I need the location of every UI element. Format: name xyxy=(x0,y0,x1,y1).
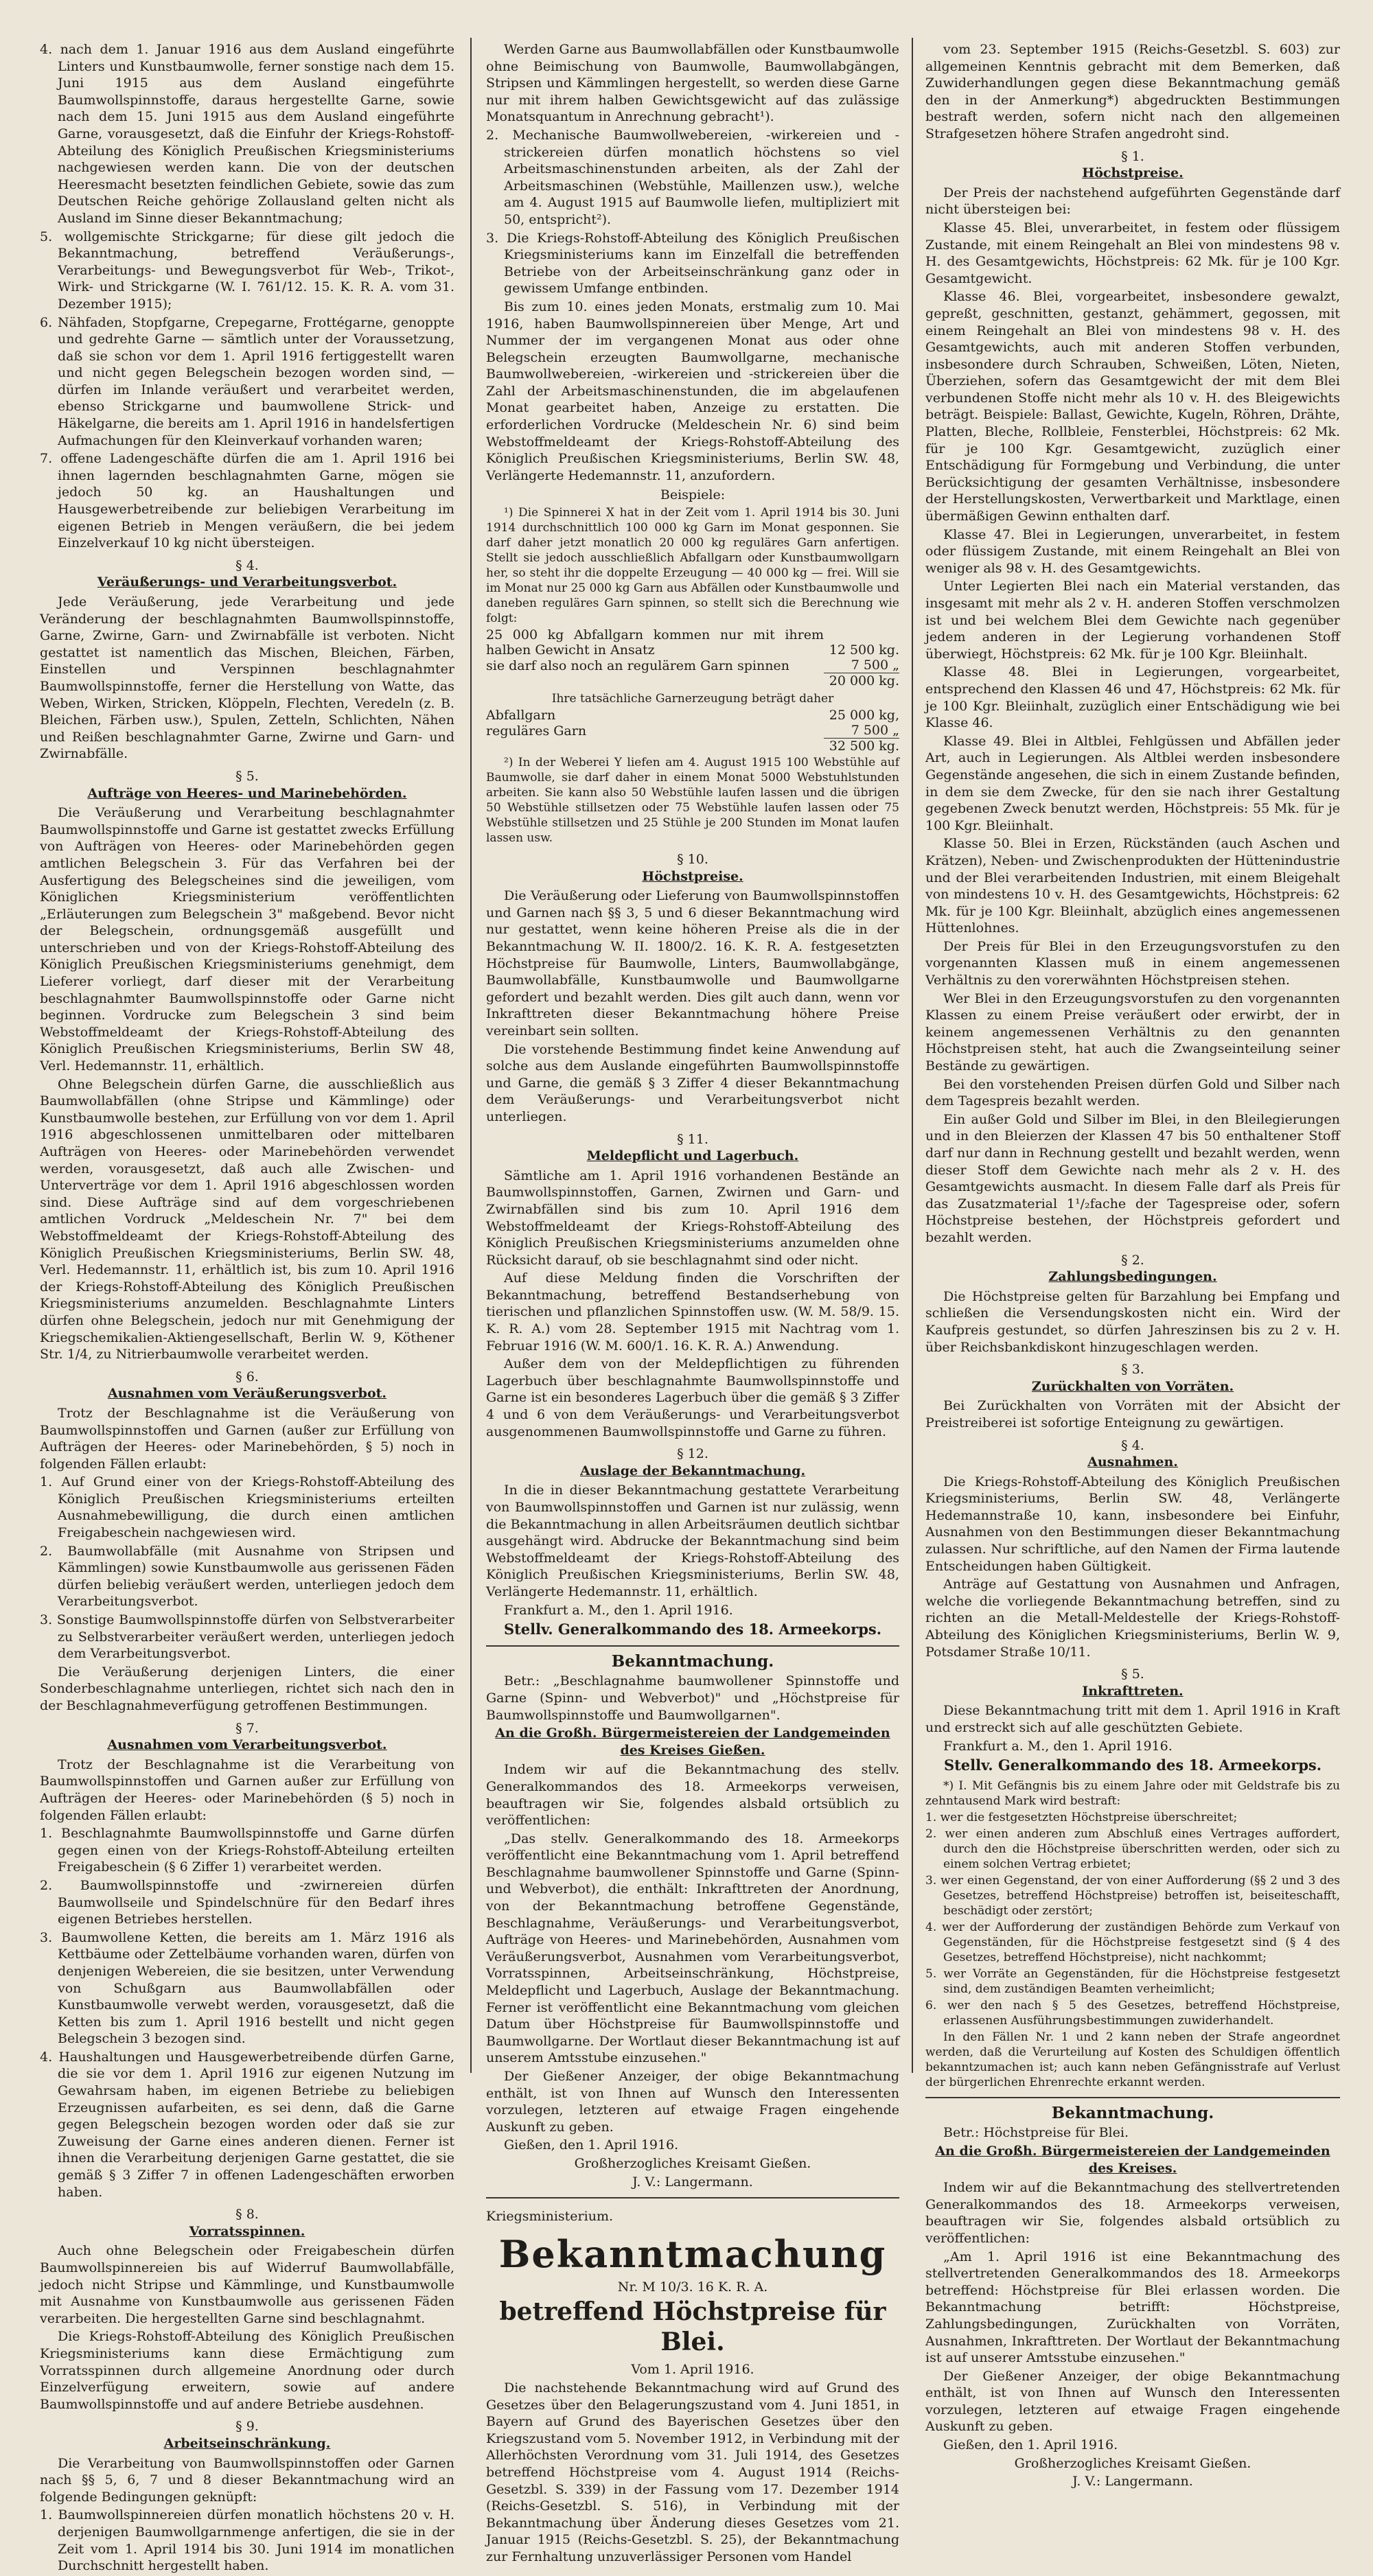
paragraph: „Das stellv. Generalkommando des 18. Armeekorps veröffentlicht eine Bekanntmachung vom 1. April betreffend Beschlagnahme baumwollener Spinnstoffe und Garne (Spinn- und Webverbot), die enthält: Inkrafttreten der Anordnung, von der Bekanntmachung betroffene Gegenstände, Beschlagnahme, Veräußerungs- und Verarbeitungsverbot, Aufträge von Heeres- und Marinebehörden, Ausnahmen vom Veräußerungsverbot, Ausnahmen vom Verarbeitungsverbot, Vorratsspinnen, Arbeitseinschränkung, Höchstpreise, Meldepflicht und Lagerbuch, Auslage der Bekanntmachung. Ferner ist veröffentlicht eine Bekanntmachung vom gleichen Datum über Höchstpreise für Baumwollspinnstoffe und Baumwollgarne. Der Wortlaut dieser Bekanntmachung ist auf unserem Amtsstube einzusehen." xyxy=(486,1831,899,2066)
issuing-authority: Stellv. Generalkommando des 18. Armeekorps. xyxy=(503,1621,882,1638)
column-right xyxy=(925,41,1340,2492)
section-number: § 2. xyxy=(1121,1252,1144,1268)
section-heading: Ausnahmen vom Verarbeitungsverbot. xyxy=(107,1737,387,1753)
dateline: Frankfurt a. M., den 1. April 1916. xyxy=(504,1602,733,1618)
footnote: *) I. Mit Gefängnis bis zu einem Jahre oder mit Geldstrafe bis zu zehntausend Mark wird bestraft: xyxy=(925,1778,1340,1808)
section-heading: Ausnahmen. xyxy=(1087,1454,1178,1470)
calc-label: sie darf also noch an regulärem Garn spinnen xyxy=(486,658,789,673)
list-item: 7. offene Ladengeschäfte dürfen die am 1. April 1916 bei ihnen lagernden beschlagnahmten Garne, mögen sie jedoch 50 kg. an Haushaltungen und Hausgewerbetreibende zur beliebigen Verarbeitung im eigenen Betrieb in Mengen veräußern, die bei jedem Einzelverkauf 10 kg nicht übersteigen. xyxy=(40,451,454,551)
section-number: § 4. xyxy=(235,557,259,573)
paragraph: Bei Zurückhalten von Vorräten mit der Absicht der Preistreiberei ist sofortige Enteignung zu gewärtigen. xyxy=(925,1398,1340,1430)
calc-label xyxy=(486,739,824,754)
list-item: 5. wollgemischte Strickgarne; für diese gilt jedoch die Bekanntmachung, betreffend Veräußerungs-, Verarbeitungs- und Bewegungsverbot für Web-, Trikot-, Wirk- und Strickgarne (W. I. 761/12. 15. K. R. A. vom 31. Dezember 1915); xyxy=(40,229,454,312)
section-heading: Höchstpreise. xyxy=(1082,165,1184,181)
main-notice-title: Bekanntmachung xyxy=(498,2231,887,2276)
paragraph: Bis zum 10. eines jeden Monats, erstmalig zum 10. Mai 1916, haben Baumwollspinnereien über Menge, Art und Nummer der im vergangenen Monat aus oder ohne Belegschein erzeugten Baumwollgarne, mechanische Baumwollwebereien, -wirkereien und -strickereien über die Zahl der Arbeitsmaschinenstunden, die im abgelaufenen Monat gearbeitet haben, Anzeige zu erstatten. Die erforderlichen Vordrucke (Meldeschein Nr. 6) sind beim Webstoffmeldeamt der Kriegs-Rohstoff-Abteilung des Königlich Preußischen Kriegsministeriums, Berlin SW. 48, Verlängerte Hedemannstr. 11, anzufordern. xyxy=(486,299,899,483)
list-item: 4. nach dem 1. Januar 1916 aus dem Ausland eingeführte Linters und Kunstbaumwolle, ferner sonstige nach dem 15. Juni 1915 aus dem Ausland eingeführte Baumwollspinnstoffe, daraus hergestellte Garne, sowie nach dem 15. Juni 1915 aus dem Ausland eingeführte Garne, vorausgesetzt, daß die Einfuhr der Kriegs-Rohstoff-Abteilung des Königlich Preußischen Kriegsministeriums nachgewiesen werden kann. Die von der deutschen Heeresmacht besetzten feindlichen Gebiete, sowie das zum Deutschen Reiche gehörige Zollausland gelten nicht als Ausland im Sinne dieser Bekanntmachung; xyxy=(40,42,454,226)
paragraph: In die in dieser Bekanntmachung gestattete Verarbeitung von Baumwollspinnstoffen und Garnen ist nur zulässig, wenn die Bekanntmachung in allen Arbeitsräumen deutlich sichtbar ausgehängt wird. Abdrucke der Bekanntmachung sind beim Webstoffmeldeamt der Kriegs-Rohstoff-Abteilung des Königlich Preußischen Kriegsministeriums, Berlin SW. 48, Verlängerte Hedemannstr. 11, erhältlich. xyxy=(486,1483,899,1599)
section-heading: Höchstpreise. xyxy=(642,868,743,884)
section-heading: Veräußerungs- und Verarbeitungsverbot. xyxy=(97,575,397,590)
paragraph: Indem wir auf die Bekanntmachung des stellvertretenden Generalkommandos des 18. Armeekorps verweisen, beauftragen wir Sie, folgendes alsbald ortsüblich zu veröffentlichen: xyxy=(925,2180,1340,2246)
calculation-table xyxy=(486,708,899,754)
price-class: Klasse 50. Blei in Erzen, Rückständen (auch Aschen und Krätzen), Neben- und Zwischenprodukten der Hüttenindustrie und der Blei verarbeitenden Industrien, mit einem Bleigehalt von mindestens 10 v. H. des Gesamtgewichts, Höchstpreis: 62 Mk. für je 100 Kgr. Bleiinhalt, abzüglich eines angemessenen Hüttenlohnes. xyxy=(925,836,1340,936)
paragraph: Außer dem von der Meldepflichtigen zu führenden Lagerbuch über beschlagnahmte Baumwollspinnstoffe und Garne ist ein besonderes Lagerbuch über die gemäß § 3 Ziffer 4 und 6 von dem Veräußerungs- und Verarbeitungsverbot ausgenommenen Baumwollspinnstoffe und Garne zu führen. xyxy=(486,1356,899,1439)
paragraph: Die Veräußerung oder Lieferung von Baumwollspinnstoffen und Garnen nach §§ 3, 5 und 6 dieser Bekanntmachung wird nur gestattet, wenn keine höheren Preise als die in der Bekanntmachung W. II. 1800/2. 16. K. R. A. festgesetzten Höchstpreise für Baumwolle, Linters, Baumwollabgänge, Baumwollabfälle, Kunstbaumwolle und Baumwollgarne gefordert und bezahlt werden. Dies gilt auch dann, wenn vor Inkrafttreten dieser Bekanntmachung höhere Preise vereinbart sein sollten. xyxy=(486,888,899,1038)
paragraph: Die Kriegs-Rohstoff-Abteilung des Königlich Preußischen Kriegsministeriums kann diese Ermächtigung zum Vorratsspinnen durch allgemeine Anordnung oder durch Einzelverfügung erweitern, sowie auf andere Baumwollspinnstoffe und auf andere Betriebe ausdehnen. xyxy=(40,2329,454,2412)
section-heading: Zurückhalten von Vorräten. xyxy=(1031,1378,1234,1394)
paragraph: Die Verarbeitung von Baumwollspinnstoffen oder Garnen nach §§ 5, 6, 7 und 8 dieser Bekanntmachung wird an folgende Bedingungen geknüpft: xyxy=(40,2455,454,2505)
paragraph: Der Gießener Anzeiger, der obige Bekanntmachung enthält, ist von Ihnen auf Wunsch den Interessenten vorzulegen, letzteren auf etwaige Fragen eingehende Auskunft zu geben. xyxy=(925,2368,1340,2435)
paragraph: Trotz der Beschlagnahme ist die Verarbeitung von Baumwollspinnstoffen und Garnen außer zur Erfüllung von Aufträgen der Heeres- oder Marinebehörden (§ 5) noch in folgenden Fällen erlaubt: xyxy=(40,1756,454,1823)
price-class: Klasse 45. Blei, unverarbeitet, in festem oder flüssigem Zustande, mit einem Reingehalt an Blei von mindestens 98 v. H. des Gesamtgewichts, Höchstpreis: 62 Mk. für je 100 Kgr. Gesamtgewicht. xyxy=(925,220,1340,286)
notice-title: Bekanntmachung. xyxy=(1051,2103,1214,2122)
paragraph: Trotz der Beschlagnahme ist die Veräußerung von Baumwollspinnstoffen und Garnen (außer zur Erfüllung von Aufträgen der Heeres- oder Marinebehörden, § 5) noch in folgenden Fällen erlaubt: xyxy=(40,1405,454,1472)
paragraph: Ein außer Gold und Silber im Blei, in den Bleilegierungen und in den Bleierzen der Klassen 47 bis 50 enthaltener Stoff darf nur dann in Rechnung gestellt und bezahlt werden, wenn dieser Stoff dem Gewichte nach mehr als 2 v. H. des Gesamtgewichts ausmacht. In diesem Falle darf als Preis für das Zusatzmaterial 1¹/₂fache der Tagespreise oder, sofern Höchstpreise bestehen, der Höchstpreis gefordert und bezahlt werden. xyxy=(925,1111,1340,1245)
footnote: In den Fällen Nr. 1 und 2 kann neben der Strafe angeordnet werden, daß die Verurteilung auf Kosten des Schuldigen öffentlich bekanntzumachen ist; auch kann neben Gefängnisstrafe auf Verlust der bürgerlichen Ehrenrechte erkannt werden. xyxy=(925,2030,1340,2089)
section-number: § 6. xyxy=(235,1369,259,1384)
section-number: § 3. xyxy=(1121,1362,1144,1378)
signature-name: J. V.: Langermann. xyxy=(632,2174,753,2190)
list-item: 1. Baumwollspinnereien dürfen monatlich höchstens 20 v. H. derjenigen Baumwollgarnmenge anfertigen, die sie in der Zeit vom 1. April 1914 bis 30. Juni 1914 im monatlichen Durchschnitt hergestellt haben. xyxy=(40,2507,454,2574)
paragraph: Der Preis der nachstehend aufgeführten Gegenstände darf nicht übersteigen bei: xyxy=(925,185,1340,218)
list-item: 1. Beschlagnahmte Baumwollspinnstoffe und Garne dürfen gegen einen von der Kriegs-Rohstoff-Abteilung erteilten Freigabeschein (§ 6 Ziffer 1) verarbeitet werden. xyxy=(40,1826,454,1875)
section-number: § 5. xyxy=(235,768,259,784)
paragraph: Die nachstehende Bekanntmachung wird auf Grund des Gesetzes über den Belagerungszustand vom 4. Juni 1851, in Bayern auf Grund des Bayerischen Gesetzes über den Kriegszustand vom 5. November 1912, in Verbindung mit der Allerhöchsten Verordnung vom 31. Juli 1914, des Gesetzes betreffend Höchstpreise vom 4. August 1914 (Reichs-Gesetzbl. S. 339) in der Fassung vom 17. Dezember 1914 (Reichs-Gesetzbl. S. 516), in Verbindung mit der Bekanntmachung über Änderung dieses Gesetzes vom 21. Januar 1915 (Reichs-Gesetzbl. S. 25), der Bekanntmachung zur Fernhaltung unzuverlässiger Personen vom Handel xyxy=(486,2380,899,2564)
calc-value: 7 500 „ xyxy=(851,723,899,739)
calc-value: 12 500 kg. xyxy=(829,642,899,658)
paragraph: Wer Blei in den Erzeugungsvorstufen zu den vorgenannten Klassen zu einem Preise veräußert oder erwirbt, der in keinem angemessenen Verhältnis zu den genannten Höchstpreisen steht, hat auch die Zwangseinteilung seiner Bestände zu gewärtigen. xyxy=(925,990,1340,1074)
column-left xyxy=(40,41,454,2576)
signature-office: Großherzogliches Kreisamt Gießen. xyxy=(574,2155,811,2171)
footnote-item: 1. wer die festgesetzten Höchstpreise überschreitet; xyxy=(925,1810,1238,1824)
footnote-item: 6. wer den nach § 5 des Gesetzes, betreffend Höchstpreise, erlassenen Ausführungsbestimmungen zuwiderhandelt. xyxy=(925,1998,1340,2028)
example-text: ¹) Die Spinnerei X hat in der Zeit vom 1. April 1914 bis 30. Juni 1914 durchschnittlich 100 000 kg Garn im Monat gesponnen. Sie darf daher jetzt monatlich 20 000 kg reguläres Garn anfertigen. Stellt sie jedoch ausschließlich Abfallgarn oder Kunstbaumwollgarn her, so steht ihr die doppelte Erzeugung — 40 000 kg — frei. Will sie im Monat nur 25 000 kg Garn aus Abfällen oder Kunstbaumwolle und daneben reguläres Garn spinnen, so stellt sich die Berechnung wie folgt: xyxy=(486,506,899,626)
section-number: § 9. xyxy=(235,2419,259,2435)
paragraph: Die Höchstpreise gelten für Barzahlung bei Empfang und schließen die Versendungskosten nicht ein. Wird der Kaufpreis gestundet, so dürfen Jahreszinsen bis zu 2 v. H. über Reichsbankdiskont hinzugeschlagen werden. xyxy=(925,1288,1340,1355)
section-number: § 12. xyxy=(677,1446,708,1462)
paragraph: Sämtliche am 1. April 1916 vorhandenen Bestände an Baumwollspinnstoffen, Garnen, Zwirnen und Garn- und Zwirnabfällen sind bis zum 10. April 1916 dem Webstoffmeldeamt der Kriegs-Rohstoff-Abteilung des Königlich Preußischen Kriegsministeriums anzumelden ohne Rücksicht darauf, ob sie beschlagnahmt sind oder nicht. xyxy=(486,1168,899,1268)
calc-label xyxy=(486,673,824,689)
notice-addressee: An die Großh. Bürgermeistereien der Landgemeinden des Kreises. xyxy=(935,2143,1330,2176)
table-row xyxy=(486,673,899,689)
section-number: § 5. xyxy=(1121,1667,1144,1682)
footnote-item: 3. wer einen Gegenstand, der von einer Aufforderung (§§ 2 und 3 des Gesetzes, betreffend Höchstpreise) betroffen ist, beiseiteschafft, beschädigt oder zerstört; xyxy=(925,1873,1340,1918)
section-number: § 11. xyxy=(677,1131,708,1147)
section-number: § 7. xyxy=(235,1720,259,1736)
paragraph: Bei den vorstehenden Preisen dürfen Gold und Silber nach dem Tagespreis bezahlt werden. xyxy=(925,1076,1340,1109)
ministry-label: Kriegsministerium. xyxy=(486,2209,613,2225)
column-middle xyxy=(486,41,899,2566)
calc-value: 32 500 kg. xyxy=(824,739,899,754)
list-item: 2. Baumwollspinnstoffe und -zwirnereien dürfen Baumwollseile und Spindelschnüre für den Bedarf ihres eigenen Betriebes herstellen. xyxy=(40,1877,454,1927)
list-item: 2. Mechanische Baumwollwebereien, -wirkereien und -strickereien dürfen monatlich höchstens so viel Arbeitsmaschinenstunden arbeiten, als der Zahl der Arbeitsmaschinen (Webstühle, Maillenzen usw.), welche am 4. August 1915 auf Baumwolle liefen, multipliziert mit 50, entspricht²). xyxy=(486,127,899,227)
table-row xyxy=(486,627,899,658)
notice-subject: Betr.: „Beschlagnahme baumwollener Spinnstoffe und Garne (Spinn- und Webverbot)" und „Höchstpreise für Baumwollspinnstoffe und Baumwollgarnen". xyxy=(486,1673,899,1723)
price-class: Klasse 49. Blei in Altblei, Fehlgüssen und Abfällen jeder Art, auch in Legierungen. Als Altblei werden insbesondere Gegenstände angesehen, die sich in einem Zustande befinden, in dem sie dem Zwecke, für den sie nach ihrer Gestaltung gegebenen Zweck benutzt werden, Höchstpreis: 55 Mk. für je 100 Kgr. Bleiinhalt. xyxy=(925,733,1340,833)
price-class: Unter Legierten Blei nach ein Material verstanden, das insgesamt mit mehr als 2 v. H. anderen Stoffen verschmolzen ist und bei welchem Blei dem Gewichte nach gegenüber jedem anderen in der Legierung vorhandenen Stoff überwiegt, Höchstpreis: 62 Mk. für je 100 Kgr. Bleiinhalt. xyxy=(925,579,1340,662)
divider xyxy=(486,1645,899,1647)
calc-label: Abfallgarn xyxy=(486,708,556,723)
paragraph: Die Kriegs-Rohstoff-Abteilung des Königlich Preußischen Kriegsministeriums, Berlin SW. 48, Verlängerte Hedemannstraße 10, kann, insbesondere bei Einfuhr, Ausnahmen von den Bestimmungen dieser Bekanntmachung zulassen. Nur schriftliche, auf den Namen der Firma lautende Entscheidungen haben Gültigkeit. xyxy=(925,1474,1340,1574)
dateline: Frankfurt a. M., den 1. April 1916. xyxy=(943,1738,1173,1754)
paragraph: Werden Garne aus Baumwollabfällen oder Kunstbaumwolle ohne Beimischung von Baumwolle, Baumwollabgängen, Stripsen und Kämmlingen hergestellt, so werden diese Garne nur mit ihrem halben Gewichtsgewicht auf das zulässige Monatsquantum in Anrechnung gebracht¹). xyxy=(486,42,899,125)
paragraph: Jede Veräußerung, jede Verarbeitung und jede Veränderung der beschlagnahmten Baumwollspinnstoffe, Garne, Zwirne, Garn- und Zwirnabfälle ist verboten. Nicht gestattet ist namentlich das Mischen, Bleichen, Färben, Einstellen und Verspinnen beschlagnahmter Baumwollspinnstoffe, ferner die Herstellung von Watte, das Weben, Wirken, Stricken, Klöppeln, Flechten, Veredeln (z. B. Bleichen, Färben usw.), Spulen, Zetteln, Schlichten, Nähen und Reißen beschlagnahmter Garne, Zwirne und Garn- und Zwirnabfälle. xyxy=(40,594,454,762)
calc-value: 7 500 „ xyxy=(851,658,899,673)
dateline: Gießen, den 1. April 1916. xyxy=(504,2137,679,2153)
notice-addressee: An die Großh. Bürgermeistereien der Landgemeinden des Kreises Gießen. xyxy=(495,1726,890,1758)
paragraph: Anträge auf Gestattung von Ausnahmen und Anfragen, welche die vorliegende Bekanntmachung betreffen, sind zu richten an die Metall-Meldestelle der Kriegs-Rohstoff-Abteilung des Königlichen Kriegsministeriums, Berlin W. 9, Potsdamer Straße 10/11. xyxy=(925,1577,1340,1660)
section-heading: Meldepflicht und Lagerbuch. xyxy=(586,1148,799,1164)
section-heading: Arbeitseinschränkung. xyxy=(163,2435,331,2451)
examples-label: Beispiele: xyxy=(660,487,726,503)
notice-number: Nr. M 10/3. 16 K. R. A. xyxy=(617,2279,768,2295)
section-heading: Ausnahmen vom Veräußerungsverbot. xyxy=(107,1386,387,1402)
section-heading: Vorratsspinnen. xyxy=(189,2223,305,2239)
notice-date: Vom 1. April 1916. xyxy=(631,2362,754,2378)
paragraph: Der Gießener Anzeiger, der obige Bekanntmachung enthält, ist von Ihnen auf Wunsch den Interessenten vorzulegen, letzteren auf etwaige Fragen eingehende Auskunft zu geben. xyxy=(486,2069,899,2135)
section-number: § 10. xyxy=(677,852,708,868)
signature-office: Großherzogliches Kreisamt Gießen. xyxy=(1014,2455,1251,2471)
paragraph: „Am 1. April 1916 ist eine Bekanntmachung des stellvertretenden Generalkommandos des 18. Armeekorps betreffend: Höchstpreise für Blei erlassen worden. Die Bekanntmachung betrifft: Höchstpreise, Zahlungsbedingungen, Zurückhalten von Vorräten, Ausnahmen, Inkrafttreten. Der Wortlaut der Bekanntmachung ist auf unserer Amtsstube einzusehen." xyxy=(925,2249,1340,2366)
footnote-item: 5. wer Vorräte an Gegenständen, für die Höchstpreise festgesetzt sind, dem zuständigen Beamten verheimlicht; xyxy=(925,1966,1340,1996)
paragraph: Der Preis für Blei in den Erzeugungsvorstufen zu den vorgenannten Klassen muß in einem angemessenen Verhältnis zu den vorerwähnten Höchstpreisen stehen. xyxy=(925,938,1340,988)
section-number: § 8. xyxy=(235,2207,259,2223)
list-item: 2. Baumwollabfälle (mit Ausnahme von Stripsen und Kämmlingen) sowie Kunstbaumwolle aus gerissenen Fäden dürfen beliebig veräußert werden, unterliegen jedoch dem Verarbeitungsverbot. xyxy=(40,1543,454,1610)
paragraph: Auch ohne Belegschein oder Freigabeschein dürfen Baumwollspinnereien bis auf Widerruf Baumwollabfälle, jedoch nicht Stripse und Kämmlinge, und Kunstbaumwolle mit Ausnahme von Kunstbaumwolle aus gerissenen Fäden verarbeiten. Die hergestellten Garne sind beschlagnahmt. xyxy=(40,2243,454,2326)
table-row xyxy=(486,658,899,673)
notice-subject: Betr.: Höchstpreise für Blei. xyxy=(943,2125,1129,2141)
section-heading: Auslage der Bekanntmachung. xyxy=(579,1463,806,1478)
price-class: Klasse 47. Blei in Legierungen, unverarbeitet, in festem oder flüssigem Zustande, mit einem Reingehalt an Blei von weniger als 98 v. H. des Gesamtgewichts. xyxy=(925,526,1340,576)
price-class: Klasse 48. Blei in Legierungen, vorgearbeitet, entsprechend den Klassen 46 und 47, Höchstpreis: 62 Mk. für je 100 Kgr. Bleiinhalt, zuzüglich einer Entschädigung wie bei Klasse 46. xyxy=(925,664,1340,731)
notice-title: Bekanntmachung. xyxy=(611,1651,774,1671)
list-item: 6. Nähfaden, Stopfgarne, Crepegarne, Frottégarne, genoppte und gedrehte Garne — sämtlich unter der Voraussetzung, daß sie schon vor dem 1. April 1916 fertiggestellt waren und nicht gegen Belegschein bezogen worden sind, — dürfen im Inlande veräußert und verarbeitet werden, ebenso Strickgarne und baumwollene Strick- und Häkelgarne, die bereits am 1. April 1916 in handelsfertigen Aufmachungen für den Kleinverkauf vorhanden waren; xyxy=(40,314,454,448)
paragraph: Die Veräußerung und Verarbeitung beschlagnahmter Baumwollspinnstoffe und Garne ist gestattet zwecks Erfüllung von Aufträgen von Heeres- oder Marinebehörden gegen amtlichen Belegschein 3. Für das Verfahren bei der Ausfertigung des Belegscheines sind die jeweiligen, vom Königlichen Kriegsministerium veröffentlichten „Erläuterungen zum Belegschein 3" maßgebend. Bevor nicht der Belegschein, ordnungsgemäß ausgefüllt und unterschrieben und von der Kriegs-Rohstoff-Abteilung des Königlich Preußischen Kriegsministeriums genehmigt, dem Lieferer vorliegt, darf dieser mit der Verarbeitung beschlagnahmter Baumwollspinnstoffe oder Garne nicht beginnen. Vordrucke zum Belegschein 3 sind beim Webstoffmeldeamt der Kriegs-Rohstoff-Abteilung des Königlich Preußischen Kriegsministeriums, Berlin SW 48, Verl. Hedemannstr. 11, erhältlich. xyxy=(40,805,454,1074)
table-row xyxy=(486,739,899,754)
list-item: 4. Haushaltungen und Hausgewerbetreibende dürfen Garne, die sie vor dem 1. April 1916 zur eigenen Nutzung im Gewahrsam haben, im eigenen Betriebe zu beliebigen Erzeugnissen aufarbeiten, es sei denn, daß die Garne gegen Belegschein bezogen worden oder daß sie zur Zuweisung der Garne eines anderen dienen. Ferner ist ihnen die Verarbeitung derjenigen Garne gestattet, die sie gemäß § 3 Ziffer 7 in offenen Ladengeschäften erworben haben. xyxy=(40,2049,454,2200)
calc-label: reguläres Garn xyxy=(486,723,587,739)
calc-label: 25 000 kg Abfallgarn kommen nur mit ihrem halben Gewicht in Ansatz xyxy=(486,627,824,658)
column-rule xyxy=(470,38,472,2073)
list-item: 3. Sonstige Baumwollspinnstoffe dürfen von Selbstverarbeiter zu Selbstverarbeiter veräußert werden, unterliegen jedoch dem Verarbeitungsverbot. xyxy=(40,1612,454,1662)
section-heading: Aufträge von Heeres- und Marinebehörden. xyxy=(87,785,407,801)
paragraph: Die vorstehende Bestimmung findet keine Anwendung auf solche aus dem Auslande eingeführten Baumwollspinnstoffe und Garne, die gemäß § 3 Ziffer 4 dieser Bekanntmachung dem Veräußerungs- und Verarbeitungsverbot nicht unterliegen. xyxy=(486,1041,899,1124)
table-row xyxy=(486,723,899,739)
paragraph: Ohne Belegschein dürfen Garne, die ausschließlich aus Baumwollabfällen (ohne Stripse und Kämmlinge) oder Kunstbaumwolle bestehen, zur Erfüllung von vor dem 1. April 1916 abgeschlossenen unmittelbaren oder mittelbaren Aufträgen von Heeres- oder Marinebehörden verwendet werden, vorausgesetzt, daß auch alle Zwischen- und Unterverträge vor dem 1. April 1916 abgeschlossen worden sind. Diese Aufträge sind auf dem vorgeschriebenen amtlichen Vordruck „Meldeschein Nr. 7" bei dem Webstoffmeldeamt der Kriegs-Rohstoff-Abteilung des Königlich Preußischen Kriegsministeriums, Berlin SW. 48, Verl. Hedemannstr. 11, erhältlich ist, bis zum 10. April 1916 der Kriegs-Rohstoff-Abteilung des Königlich Preußischen Kriegsministeriums anzumelden. Beschlagnahmte Linters dürfen ohne Belegschein, jedoch nur mit Genehmigung der Kriegschemikalien-Aktiengesellschaft, Berlin W. 9, Köthener Str. 1/4, zu Nitrierbaumwolle verarbeitet werden. xyxy=(40,1076,454,1362)
footnote-item: 4. wer der Aufforderung der zuständigen Behörde zum Verkauf von Gegenständen, für die Höchstpreise festgesetzt sind (§ 4 des Gesetzes, betreffend Höchstpreise), nicht nachkommt; xyxy=(925,1920,1340,1964)
divider xyxy=(486,2197,899,2198)
section-heading: Inkrafttreten. xyxy=(1082,1683,1184,1699)
calc-value: 20 000 kg. xyxy=(824,673,899,689)
divider xyxy=(925,2097,1340,2098)
section-number: § 1. xyxy=(1121,148,1144,164)
calc-caption: Ihre tatsächliche Garnerzeugung beträgt daher xyxy=(551,692,834,706)
price-class: Klasse 46. Blei, vorgearbeitet, insbesondere gewalzt, gepreßt, geschnitten, gestanzt, gehämmert, gegossen, mit einem Reingehalt an Blei von mindestens 98 v. H. des Gesamtgewichts, auch mit anderen Stoffen verbunden, insbesondere durch Schrauben, Schweißen, Löten, Nieten, Überziehen, sofern das Gesamtgewicht der mit dem Blei verbundenen Stoffe nicht mehr als 10 v. H. des Bleigewichts beträgt. Beispiele: Ballast, Gewichte, Kugeln, Röhren, Drähte, Platten, Bleche, Rollbleie, Fensterblei, Höchstpreis: 62 Mk. für je 100 Kgr. Gesamtgewicht, zuzüglich einer Entschädigung für Formgebung und Verbindung, die unter Berücksichtigung der gesamten Verhältnisse, insbesondere der Herstellungskosten, Verwertbarkeit und Marktlage, einen übermäßigen Gewinn enthalten darf. xyxy=(925,289,1340,524)
paragraph: Indem wir auf die Bekanntmachung des stellv. Generalkommandos des 18. Armeekorps verweisen, beauftragen wir Sie, folgendes alsbald ortsüblich zu veröffentlichen: xyxy=(486,1762,899,1829)
paragraph: Die Veräußerung derjenigen Linters, die einer Sonderbeschlagnahme unterliegen, richtet sich nach den in der Beschlagnahmeverfügung getroffenen Bestimmungen. xyxy=(40,1664,454,1713)
main-notice-subtitle: betreffend Höchstpreise für Blei. xyxy=(499,2297,886,2357)
dateline: Gießen, den 1. April 1916. xyxy=(943,2437,1118,2453)
issuing-authority: Stellv. Generalkommando des 18. Armeekorps. xyxy=(943,1756,1322,1774)
list-item: 3. Die Kriegs-Rohstoff-Abteilung des Königlich Preußischen Kriegsministeriums kann im Einzelfall die betreffenden Betriebe von der Arbeitseinschränkung ganz oder in gewissem Umfange entbinden. xyxy=(486,230,899,297)
calc-value: 25 000 kg, xyxy=(829,708,899,723)
footnote-item: 2. wer einen anderen zum Abschluß eines Vertrages auffordert, durch den die Höchstpreise überschritten werden, oder sich zu einem solchen Vertrag erbietet; xyxy=(925,1826,1340,1871)
section-heading: Zahlungsbedingungen. xyxy=(1048,1269,1217,1285)
list-item: 3. Baumwollene Ketten, die bereits am 1. März 1916 als Kettbäume oder Zettelbäume vorhanden waren, dürfen von denjenigen Webereien, die sie besitzen, unter Verwendung von Schußgarn aus Baumwollabfällen oder Kunstbaumwolle verwebt werden, vorausgesetzt, daß die Ketten bis zum 1. April 1916 bestellt und nicht gegen Belegschein 3 bezogen sind. xyxy=(40,1929,454,2047)
column-rule xyxy=(912,38,913,2073)
paragraph: vom 23. September 1915 (Reichs-Gesetzbl. S. 603) zur allgemeinen Kenntnis gebracht mit dem Bemerken, daß Zuwiderhandlungen gegen diese Bekanntmachung gemäß den in der Anmerkung*) abgedruckten Bestimmungen bestraft werden, sofern nicht nach den allgemeinen Strafgesetzen höhere Strafen angedroht sind. xyxy=(925,42,1340,141)
paragraph: Diese Bekanntmachung tritt mit dem 1. April 1916 in Kraft und erstreckt sich auf alle geschützten Gebiete. xyxy=(925,1703,1340,1735)
section-number: § 4. xyxy=(1121,1437,1144,1453)
paragraph: Auf diese Meldung finden die Vorschriften der Bekanntmachung, betreffend Bestandserhebung von tierischen und pflanzlichen Spinnstoffen usw. (W. M. 58/9. 15. K. R. A.) vom 28. September 1915 mit Nachtrag vom 1. Februar 1916 (W. M. 600/1. 16. K. R. A.) Anwendung. xyxy=(486,1270,899,1354)
example-text: ²) In der Weberei Y liefen am 4. August 1915 100 Webstühle auf Baumwolle, sie darf daher in einem Monat 5000 Webstuhlstunden arbeiten. Sie kann also 50 Webstühle laufen lassen und die übrigen 50 Webstühle stillsetzen oder 75 Webstühle laufen lassen oder 75 Webstühle stillsetzen und 25 Stühle je 200 Stunden im Monat laufen lassen usw. xyxy=(486,756,899,846)
signature-name: J. V.: Langermann. xyxy=(1072,2474,1193,2490)
list-item: 1. Auf Grund einer von der Kriegs-Rohstoff-Abteilung des Königlich Preußischen Kriegsministeriums erteilten Ausnahmebewilligung, die durch einen amtlichen Freigabeschein nachgewiesen wird. xyxy=(40,1474,454,1541)
table-row xyxy=(486,708,899,723)
calculation-table xyxy=(486,627,899,688)
